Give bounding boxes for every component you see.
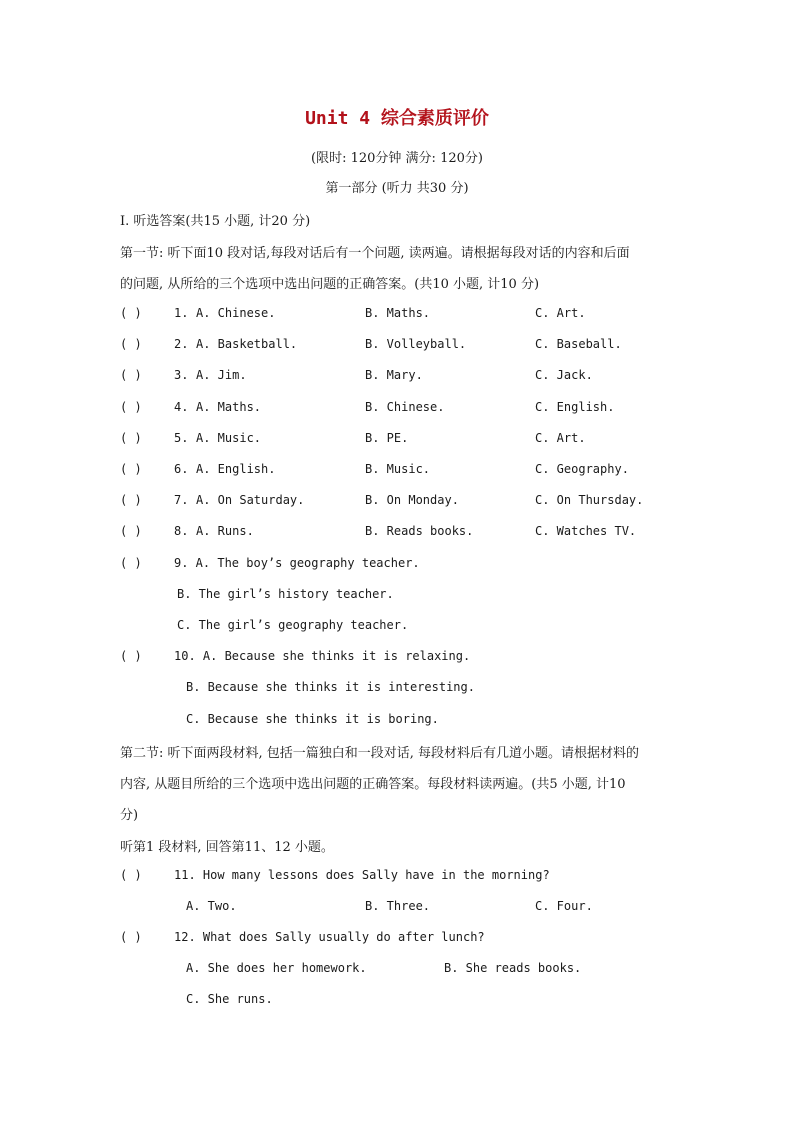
option-a: A. Runs. <box>196 524 254 538</box>
option-c: C. Geography. <box>535 462 629 476</box>
option-a: A. She does her homework. <box>186 961 367 975</box>
option-c: C. Because she thinks it is boring. <box>186 712 439 726</box>
answer-blank[interactable]: ( ) <box>120 431 142 445</box>
option-a: A. Two. <box>186 899 237 913</box>
answer-blank[interactable]: ( ) <box>120 493 142 507</box>
option-c: C. English. <box>535 400 615 414</box>
answer-blank[interactable]: ( ) <box>120 868 142 882</box>
option-c: C. She runs. <box>186 992 273 1006</box>
section1-instructions-line1: 第一节: 听下面10 段对话,每段对话后有一个问题, 读两遍。请根据每段对话的内容和后面 <box>120 246 630 261</box>
question-stem: 9. A. The boy’s geography teacher. <box>174 556 420 570</box>
option-a: A. Maths. <box>196 400 262 414</box>
answer-blank[interactable]: ( ) <box>120 930 142 944</box>
question-stem: 11. How many lessons does Sally have in the morning? <box>174 868 550 882</box>
option-a: A. Basketball. <box>196 337 298 351</box>
option-c: C. Baseball. <box>535 337 622 351</box>
option-c: C. Art. <box>535 306 586 320</box>
answer-blank[interactable]: ( ) <box>120 368 142 382</box>
question-number: 3. <box>174 368 189 382</box>
option-a: A. On Saturday. <box>196 493 305 507</box>
option-b: B. Reads books. <box>365 524 474 538</box>
answer-blank[interactable]: ( ) <box>120 400 142 414</box>
question-number: 6. <box>174 462 189 476</box>
option-a: A. Music. <box>196 431 262 445</box>
answer-blank[interactable]: ( ) <box>120 524 142 538</box>
exam-limits: (限时: 120分钟 满分: 120分) <box>311 151 483 166</box>
option-b: B. Music. <box>365 462 431 476</box>
option-b: B. Mary. <box>365 368 423 382</box>
option-c: C. Watches TV. <box>535 524 637 538</box>
option-b: B. Chinese. <box>365 400 445 414</box>
option-a: A. English. <box>196 462 276 476</box>
option-a: A. Chinese. <box>196 306 276 320</box>
option-b: B. Volleyball. <box>365 337 467 351</box>
option-b: B. PE. <box>365 431 409 445</box>
option-b: B. On Monday. <box>365 493 459 507</box>
question-number: 7. <box>174 493 189 507</box>
option-a: A. Jim. <box>196 368 247 382</box>
part-heading: 第一部分 (听力 共30 分) <box>325 181 469 196</box>
option-b: B. Three. <box>365 899 431 913</box>
page-title: Unit 4 综合素质评价 <box>305 108 489 129</box>
option-c: C. On Thursday. <box>535 493 644 507</box>
option-c: C. Jack. <box>535 368 593 382</box>
option-c: C. The girl’s geography teacher. <box>177 618 409 632</box>
answer-blank[interactable]: ( ) <box>120 462 142 476</box>
answer-blank[interactable]: ( ) <box>120 306 142 320</box>
question-number: 4. <box>174 400 189 414</box>
answer-blank[interactable]: ( ) <box>120 337 142 351</box>
question-number: 1. <box>174 306 189 320</box>
option-c: C. Four. <box>535 899 593 913</box>
question-stem: 10. A. Because she thinks it is relaxing. <box>174 649 471 663</box>
question-number: 5. <box>174 431 189 445</box>
section2-instructions-line3: 分) <box>120 808 139 823</box>
question-number: 2. <box>174 337 189 351</box>
option-c: C. Art. <box>535 431 586 445</box>
answer-blank[interactable]: ( ) <box>120 556 142 570</box>
option-b: B. Maths. <box>365 306 431 320</box>
section1-instructions-line2: 的问题, 从所给的三个选项中选出问题的正确答案。(共10 小题, 计10 分) <box>120 277 540 292</box>
option-b: B. Because she thinks it is interesting. <box>186 680 475 694</box>
section2-instructions-line2: 内容, 从题目所给的三个选项中选出问题的正确答案。每段材料读两遍。(共5 小题, 计10 <box>120 777 626 792</box>
option-b: B. The girl’s history teacher. <box>177 587 394 601</box>
answer-blank[interactable]: ( ) <box>120 649 142 663</box>
material-heading: 听第1 段材料, 回答第11、12 小题。 <box>120 840 334 855</box>
question-number: 8. <box>174 524 189 538</box>
option-b: B. She reads books. <box>444 961 582 975</box>
section-heading: I. 听选答案(共15 小题, 计20 分) <box>120 214 311 229</box>
section2-instructions-line1: 第二节: 听下面两段材料, 包括一篇独白和一段对话, 每段材料后有几道小题。请根据材料的 <box>120 746 640 761</box>
question-stem: 12. What does Sally usually do after lunch? <box>174 930 485 944</box>
